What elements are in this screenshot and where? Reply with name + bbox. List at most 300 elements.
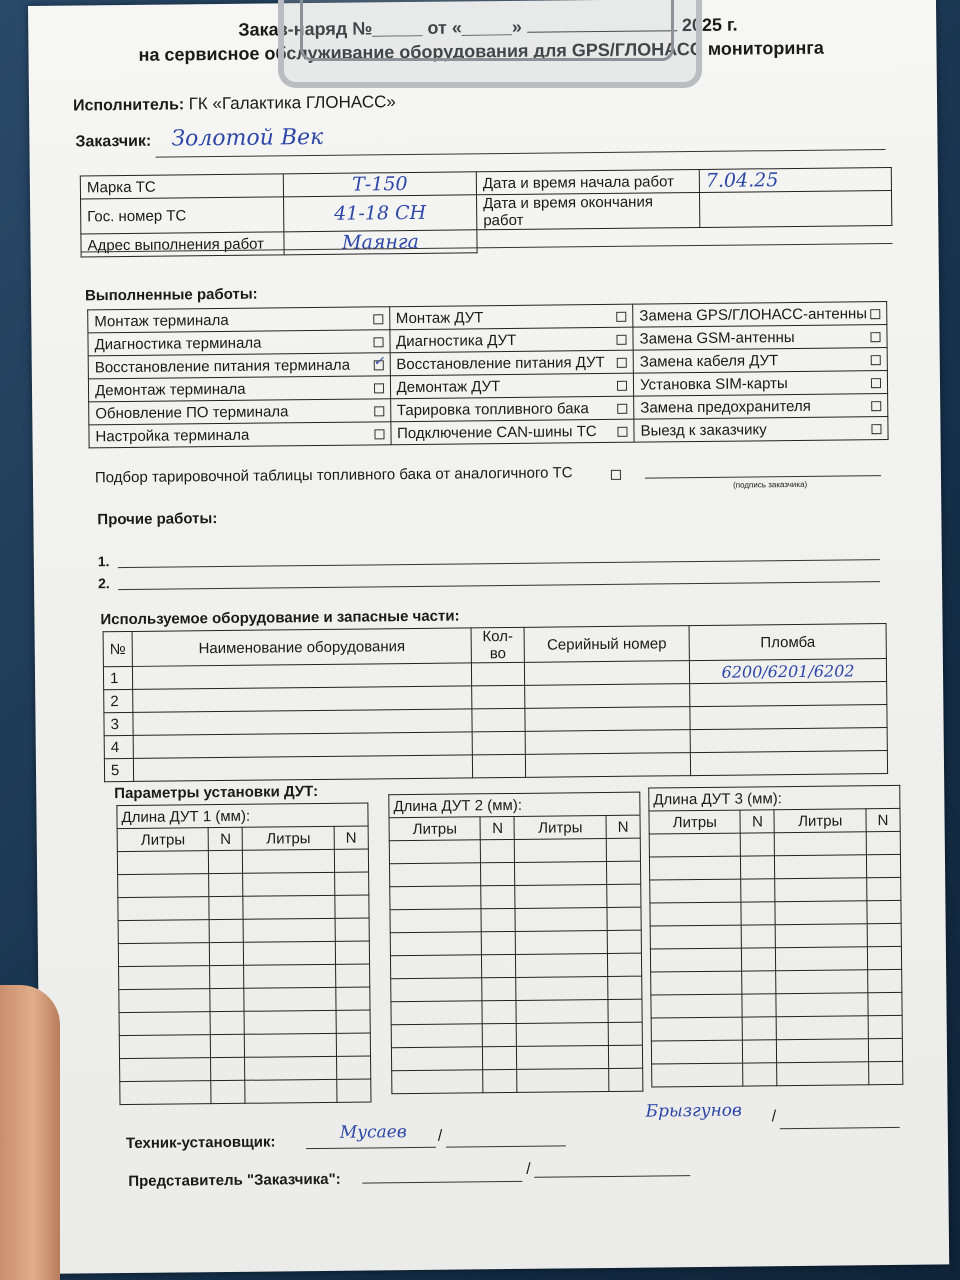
start-label: Дата и время начала работ <box>476 169 699 194</box>
tech-label: Техник-установщик: <box>125 1133 276 1153</box>
dut-cell[interactable] <box>517 1022 609 1046</box>
dut-cell[interactable] <box>482 931 516 954</box>
dut-cell[interactable] <box>775 855 867 879</box>
dut-cell[interactable] <box>867 946 901 969</box>
thumb <box>0 985 60 1280</box>
work-item-checkbox[interactable] <box>617 334 627 344</box>
dut-col-header: Литры <box>389 817 481 841</box>
dut-row <box>650 900 901 926</box>
work-item[interactable] <box>88 307 390 333</box>
work-item[interactable] <box>88 330 390 356</box>
title-line-1: Заказ-наряд №_____ от «_____» 2025 г. <box>238 14 738 40</box>
dut-row <box>651 1038 902 1064</box>
dut-row <box>390 930 641 956</box>
dut-table-2 <box>388 792 643 1095</box>
work-item-checkbox[interactable] <box>374 429 384 439</box>
dut-cell[interactable] <box>515 838 607 862</box>
dut-cell[interactable] <box>244 964 336 988</box>
work-item-checkbox[interactable] <box>871 424 881 434</box>
dut-cell[interactable] <box>335 964 369 987</box>
work-item-checkbox[interactable] <box>617 403 627 413</box>
dut-cell[interactable] <box>866 854 900 877</box>
dut-cell[interactable] <box>335 941 369 964</box>
dut-col-header: N <box>209 827 243 850</box>
eq-row-cell[interactable] <box>472 685 525 709</box>
dut-cell[interactable] <box>866 831 900 854</box>
work-item-checkbox[interactable] <box>374 383 384 393</box>
dut-cell[interactable] <box>119 1035 211 1059</box>
dut-cell[interactable] <box>390 955 482 979</box>
dut-cell[interactable] <box>210 942 244 965</box>
work-item-label: Демонтаж ДУТ <box>396 377 501 396</box>
dut-row <box>649 831 900 857</box>
dut-row <box>119 987 370 1013</box>
dut-cell[interactable] <box>517 1045 609 1069</box>
dut-row <box>390 953 641 979</box>
work-item-checkbox[interactable] <box>870 309 880 319</box>
dut-cell[interactable] <box>210 988 244 1011</box>
dut-cell[interactable] <box>868 969 902 992</box>
dut-cell[interactable] <box>392 1070 484 1094</box>
dut-col-header: N <box>480 816 514 839</box>
dut-row <box>118 918 369 944</box>
eq-header-serial: Серийный номер <box>524 626 689 663</box>
dut-row <box>392 1068 643 1094</box>
dut-cell[interactable] <box>210 1011 244 1034</box>
dut-cell[interactable] <box>120 1081 212 1105</box>
dut-cell[interactable] <box>868 1061 902 1084</box>
rep-name-line[interactable] <box>534 1175 690 1178</box>
end-label: Дата и время окончания работ <box>477 192 700 229</box>
dut-cell[interactable] <box>652 1063 744 1087</box>
dut-cell[interactable] <box>211 1057 245 1080</box>
eq-row-cell[interactable] <box>524 661 689 686</box>
work-item-label: Выезд к заказчику <box>640 420 767 440</box>
work-item-checkbox[interactable] <box>373 337 383 347</box>
dut-cell[interactable] <box>775 901 867 925</box>
dut-cell[interactable] <box>775 832 867 856</box>
tech-signature-2: Брызгунов <box>645 1100 742 1122</box>
work-item-checkbox[interactable] <box>617 357 627 367</box>
dut-cell[interactable] <box>245 1010 337 1034</box>
work-item-checkbox[interactable] <box>373 314 383 324</box>
work-item-checkbox[interactable] <box>871 355 881 365</box>
dut-cell[interactable] <box>777 1039 869 1063</box>
eq-row-cell[interactable] <box>471 662 524 686</box>
dut-cell[interactable] <box>335 895 369 918</box>
dut-cell[interactable] <box>609 1068 643 1091</box>
work-item[interactable] <box>389 327 633 353</box>
dut-cell[interactable] <box>209 919 243 942</box>
dut-cell[interactable] <box>391 1024 483 1048</box>
dut-row <box>390 861 641 887</box>
work-item-checkbox[interactable] <box>617 380 627 390</box>
dut-cell[interactable] <box>483 1069 517 1092</box>
dut-cell[interactable] <box>482 1000 516 1023</box>
dut-cell[interactable] <box>119 989 211 1013</box>
eq-header-name: Наименование оборудования <box>132 628 471 667</box>
work-item-label: Обновление ПО терминала <box>95 402 289 422</box>
dut-cell[interactable] <box>245 1033 337 1057</box>
work-item[interactable] <box>88 376 390 402</box>
dut-cell[interactable] <box>650 902 742 926</box>
dut-cell[interactable] <box>334 849 368 872</box>
dut-cell[interactable] <box>777 1062 869 1086</box>
eq-row-num[interactable]: 1 <box>103 666 132 689</box>
work-item[interactable] <box>634 417 888 443</box>
work-item-label: Замена кабеля ДУТ <box>639 351 779 371</box>
dut-cell[interactable] <box>606 861 640 884</box>
dut-cell[interactable] <box>118 897 210 921</box>
dut-cell[interactable] <box>336 1056 370 1079</box>
work-item[interactable] <box>634 394 888 420</box>
work-item-label: Подключение CAN-шины ТС <box>396 422 597 442</box>
dut-cell[interactable] <box>243 849 335 873</box>
dut-2-block <box>388 792 643 1095</box>
dut-row <box>118 895 369 921</box>
eq-row-num[interactable]: 2 <box>104 689 133 712</box>
dut-cell[interactable] <box>245 1079 337 1103</box>
dut-row <box>391 1022 642 1048</box>
work-item[interactable] <box>390 373 634 399</box>
dut-row <box>119 1033 370 1059</box>
dut-cell[interactable] <box>119 1012 211 1036</box>
dut-cell[interactable] <box>777 1016 869 1040</box>
dut-cell[interactable] <box>867 923 901 946</box>
dut-cell[interactable] <box>118 943 210 967</box>
dut-cell[interactable] <box>390 909 482 933</box>
dut-col-header: Литры <box>774 809 866 833</box>
dut-cell[interactable] <box>118 920 210 944</box>
dut-cell[interactable] <box>868 992 902 1015</box>
work-item[interactable] <box>389 304 633 330</box>
dut-cell[interactable] <box>209 873 243 896</box>
brand-value: Т-150 <box>283 172 476 197</box>
dut-length-label: Длина ДУТ 1 (мм): <box>117 803 368 829</box>
dut-cell[interactable] <box>211 1080 245 1103</box>
dut-col-header: N <box>334 826 368 849</box>
dut-cell[interactable] <box>244 918 336 942</box>
work-item-checkbox[interactable] <box>618 426 628 436</box>
dut-row <box>650 923 901 949</box>
dut-cell[interactable] <box>607 953 641 976</box>
dut-cell[interactable] <box>390 863 482 887</box>
work-item[interactable] <box>89 399 391 425</box>
executor-row: Исполнитель: ГК «Галактика ГЛОНАСС» <box>72 92 396 115</box>
dut-cell[interactable] <box>391 1001 483 1025</box>
dut-cell[interactable] <box>118 874 210 898</box>
work-item-label: Установка SIM-карты <box>640 374 788 394</box>
dut-row <box>390 884 641 910</box>
eq-header-qty: Кол-во <box>471 627 524 663</box>
other-line-2[interactable] <box>118 581 880 590</box>
dut-cell[interactable] <box>482 954 516 977</box>
eq-header-num: № <box>103 631 132 666</box>
eq-row-num[interactable]: 3 <box>104 712 133 735</box>
dut-cell[interactable] <box>651 1017 743 1041</box>
dut-cell[interactable] <box>608 976 642 999</box>
customer-label: Заказчик: <box>75 132 152 151</box>
work-item-label: Замена предохранителя <box>640 397 811 417</box>
dut-cell[interactable] <box>481 908 515 931</box>
calibration-checkbox[interactable] <box>611 470 621 480</box>
work-item-checkbox[interactable] <box>616 311 626 321</box>
dut-row <box>651 1015 902 1041</box>
dut-cell[interactable] <box>210 965 244 988</box>
dut-col-header: N <box>866 808 900 831</box>
dut-cell[interactable] <box>483 1046 517 1069</box>
dut-cell[interactable] <box>776 924 868 948</box>
eq-row-cell[interactable] <box>525 707 690 732</box>
dut-cell[interactable] <box>743 1040 777 1063</box>
dut-cell[interactable] <box>868 1015 902 1038</box>
tech-slash-2: / <box>771 1108 777 1126</box>
dut-cell[interactable] <box>650 879 742 903</box>
plate-value: 41-18 СН <box>284 195 477 232</box>
dut-cell[interactable] <box>651 994 743 1018</box>
dut-cell[interactable] <box>776 947 868 971</box>
dut-cell[interactable] <box>515 907 607 931</box>
rep-label: Представитель "Заказчика": <box>128 1170 341 1191</box>
work-item-label: Замена GPS/ГЛОНАСС-антенны <box>639 304 868 325</box>
dut-table-1 <box>116 802 371 1105</box>
start-value: 7.04.25 <box>699 167 891 192</box>
calibration-label: Подбор тарировочной таблицы топливного бака от аналогичного ТС <box>94 464 573 487</box>
dut-row <box>652 1061 903 1087</box>
dut-row <box>119 1010 370 1036</box>
dut-col-header: Литры <box>117 828 209 852</box>
dut-cell[interactable] <box>211 1034 245 1057</box>
work-item-checkbox[interactable] <box>374 406 384 416</box>
work-item-checkbox[interactable] <box>871 378 881 388</box>
dut-cell[interactable] <box>516 953 608 977</box>
dut-cell[interactable] <box>742 994 776 1017</box>
other-line-1[interactable] <box>118 559 880 568</box>
dut-cell[interactable] <box>389 840 481 864</box>
dut-cell[interactable] <box>244 941 336 965</box>
other-item-1: 1. <box>97 553 110 570</box>
dut-row <box>650 946 901 972</box>
dut-cell[interactable] <box>209 896 243 919</box>
eq-header-seal: Пломба <box>689 624 886 661</box>
dut-cell[interactable] <box>209 850 243 873</box>
dut-cell[interactable] <box>391 978 483 1002</box>
dut-cell[interactable] <box>481 862 515 885</box>
dut-row <box>650 877 901 903</box>
dut-cell[interactable] <box>335 918 369 941</box>
dut-row <box>649 854 900 880</box>
work-item-label: Диагностика терминала <box>94 334 262 353</box>
dut-row <box>118 872 369 898</box>
dut-row <box>118 941 369 967</box>
dut-cell[interactable] <box>867 877 901 900</box>
dut-cell[interactable] <box>336 987 370 1010</box>
dut-cell[interactable] <box>608 1022 642 1045</box>
dut-cell[interactable] <box>243 872 335 896</box>
eq-row-seal[interactable] <box>690 705 887 730</box>
dut-cell[interactable] <box>516 999 608 1023</box>
eq-row-cell[interactable] <box>472 731 525 755</box>
dut-cell[interactable] <box>120 1058 212 1082</box>
dut-cell[interactable] <box>741 902 775 925</box>
dut-cell[interactable] <box>245 1056 337 1080</box>
dut-cell[interactable] <box>775 878 867 902</box>
dut-cell[interactable] <box>515 884 607 908</box>
dut-cell[interactable] <box>336 1033 370 1056</box>
dut-cell[interactable] <box>651 971 743 995</box>
dut-cell[interactable] <box>390 886 482 910</box>
dut-cell[interactable] <box>607 930 641 953</box>
work-item-label: Тарировка топливного бака <box>396 399 589 419</box>
dut-table-3 <box>648 785 903 1088</box>
work-item-label: Монтаж терминала <box>94 311 229 330</box>
dut-cell[interactable] <box>742 925 776 948</box>
dut-cell[interactable] <box>244 987 336 1011</box>
work-item[interactable] <box>89 422 391 448</box>
dut-cell[interactable] <box>741 833 775 856</box>
eq-row-cell[interactable] <box>472 708 525 732</box>
dut-row <box>390 907 641 933</box>
eq-row-seal[interactable]: 6200/6201/6202 <box>689 659 886 684</box>
dut-cell[interactable] <box>516 976 608 1000</box>
eq-row-cell[interactable] <box>472 754 525 778</box>
dut-row <box>120 1056 371 1082</box>
other-works-title: Прочие работы: <box>97 510 218 529</box>
work-item[interactable] <box>390 350 634 376</box>
dut-row <box>391 976 642 1002</box>
work-item-checkbox[interactable] <box>870 332 880 342</box>
dut-cell[interactable] <box>517 1068 609 1092</box>
work-item[interactable] <box>633 371 887 397</box>
dut-cell[interactable] <box>867 900 901 923</box>
customer-value: Золотой Век <box>171 124 324 152</box>
work-item-label: Восстановление питания ДУТ <box>396 353 605 373</box>
works-table <box>87 301 888 448</box>
dut-col-header: N <box>606 815 640 838</box>
eq-row-cell[interactable] <box>525 730 690 755</box>
work-item[interactable] <box>633 302 887 328</box>
dut-col-header: N <box>740 810 774 833</box>
address-value: Маянга <box>284 230 477 255</box>
work-item-label: Монтаж ДУТ <box>395 308 484 327</box>
work-item[interactable] <box>88 353 390 379</box>
work-item-checkbox[interactable] <box>871 401 881 411</box>
dut-row <box>391 999 642 1025</box>
work-item-label: Диагностика ДУТ <box>396 331 517 350</box>
work-item[interactable] <box>633 325 887 351</box>
dut-cell[interactable] <box>483 1023 517 1046</box>
dut-row <box>391 1045 642 1071</box>
dut-cell[interactable] <box>650 925 742 949</box>
dut-cell[interactable] <box>649 833 741 857</box>
dut-cell[interactable] <box>776 993 868 1017</box>
dut-cell[interactable] <box>515 861 607 885</box>
signature-caption: (подпись заказчика) <box>733 479 808 490</box>
work-item[interactable] <box>390 419 634 445</box>
dut-cell[interactable] <box>608 1045 642 1068</box>
work-item-checkbox[interactable] <box>373 360 383 370</box>
dut-cell[interactable] <box>334 872 368 895</box>
dut-cell[interactable] <box>119 966 211 990</box>
tech-slash: / <box>437 1127 443 1145</box>
eq-row-cell[interactable] <box>525 684 690 709</box>
dut-cell[interactable] <box>742 971 776 994</box>
dut-cell[interactable] <box>337 1079 371 1102</box>
rep-slash: / <box>526 1160 531 1178</box>
dut-cell[interactable] <box>743 1063 777 1086</box>
work-item-label: Демонтаж терминала <box>94 380 246 399</box>
dut-cell[interactable] <box>607 884 641 907</box>
dut-cell[interactable] <box>608 999 642 1022</box>
works-title: Выполненные работы: <box>84 285 258 305</box>
work-item[interactable] <box>633 348 887 374</box>
other-item-2: 2. <box>97 575 110 592</box>
dut-row <box>117 849 368 875</box>
dut-cell[interactable] <box>741 879 775 902</box>
work-order-sheet <box>28 0 949 1274</box>
dut-row <box>651 992 902 1018</box>
dut-cell[interactable] <box>336 1010 370 1033</box>
eq-row-num[interactable]: 4 <box>104 735 133 758</box>
tech-signature: Мусаев <box>339 1122 407 1143</box>
eq-row-cell[interactable] <box>133 755 472 782</box>
work-item-label: Восстановление питания терминала <box>94 356 351 376</box>
title-line-2: на сервисное обслуживание оборудования для GPS/ГЛОНАСС мониторинга <box>138 37 824 65</box>
dut-cell[interactable] <box>516 930 608 954</box>
eq-row-cell[interactable] <box>525 753 690 778</box>
dut-col-header: Литры <box>514 815 606 839</box>
dut-col-header: Литры <box>649 810 741 834</box>
dut-cell[interactable] <box>606 838 640 861</box>
dut-cell[interactable] <box>482 977 516 1000</box>
dut-row <box>389 838 640 864</box>
dut-cell[interactable] <box>117 851 209 875</box>
eq-row-seal[interactable] <box>690 728 887 753</box>
dut-1-block <box>116 802 371 1105</box>
work-item-label: Настройка терминала <box>95 426 250 445</box>
dut-cell[interactable] <box>390 932 482 956</box>
dut-cell[interactable] <box>868 1038 902 1061</box>
dut-3-block <box>648 785 903 1088</box>
work-item[interactable] <box>390 396 634 422</box>
dut-cell[interactable] <box>776 970 868 994</box>
dut-cell[interactable] <box>391 1047 483 1071</box>
dut-cell[interactable] <box>650 948 742 972</box>
dut-title: Параметры установки ДУТ: <box>114 783 319 803</box>
dut-cell[interactable] <box>243 895 335 919</box>
dut-cell[interactable] <box>607 907 641 930</box>
dut-cell[interactable] <box>743 1017 777 1040</box>
dut-cell[interactable] <box>649 856 741 880</box>
dut-cell[interactable] <box>651 1040 743 1064</box>
dut-row <box>119 964 370 990</box>
executor-value: ГК «Галактика ГЛОНАСС» <box>188 92 396 114</box>
dut-cell[interactable] <box>481 839 515 862</box>
brand-label: Марка ТС <box>80 174 283 199</box>
end-value <box>699 190 891 227</box>
dut-row <box>651 969 902 995</box>
eq-row-seal[interactable] <box>690 682 887 707</box>
equipment-table <box>103 623 889 782</box>
dut-row <box>120 1079 371 1105</box>
eq-row-seal[interactable] <box>690 751 887 776</box>
dut-cell[interactable] <box>742 948 776 971</box>
rep-sign-line[interactable] <box>362 1181 522 1184</box>
eq-row-num[interactable]: 5 <box>104 758 133 781</box>
dut-cell[interactable] <box>481 885 515 908</box>
dut-cell[interactable] <box>741 856 775 879</box>
work-item-label: Замена GSM-антенны <box>639 328 795 348</box>
